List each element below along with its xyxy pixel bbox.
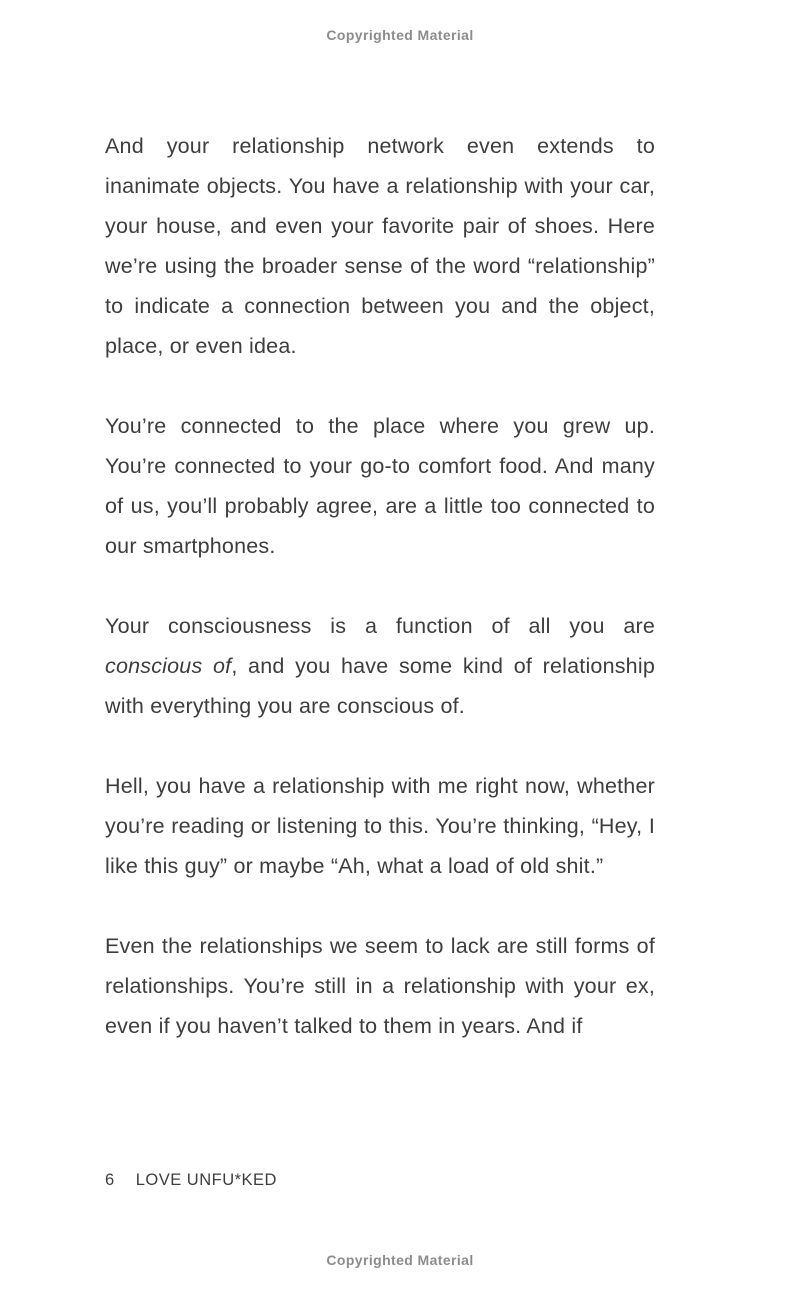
paragraph	[105, 606, 655, 726]
body-text	[105, 126, 655, 1086]
copyright-notice-top: Copyrighted Material	[326, 27, 474, 43]
paragraph	[105, 766, 655, 886]
text-run: And your relationship network even extends to inanimate objects. You have a relationship with your car, your house, and even your favorite pair of shoes. Here we’re using the broader sense of the word “relationship” to indicate a connection between you and the object, place, or even idea.	[105, 134, 655, 358]
text-run: You’re connected to the place where you grew up. You’re connected to your go-to comfort food. And many of us, you’ll probably agree, are a little too connected to our smartphones.	[105, 414, 655, 558]
text-run: Hell, you have a relationship with me right now, whether you’re reading or listening to this. You’re thinking, “Hey, I like this guy” or maybe “Ah, what a load of old shit.”	[105, 774, 655, 878]
book-title: LOVE UNFU*KED	[135, 1171, 277, 1189]
text-run: Even the relationships we seem to lack are still forms of relationships. You’re still in a relationship with your ex, even if you haven’t talked to them in years. And if	[105, 934, 655, 1038]
paragraph	[105, 126, 655, 366]
copyright-notice-bottom: Copyrighted Material	[326, 1252, 474, 1268]
text-run: Your consciousness is a function of all you are	[105, 614, 655, 638]
paragraph	[105, 926, 655, 1046]
page-number: 6	[105, 1171, 115, 1189]
paragraph	[105, 406, 655, 566]
italic-text-run: conscious of	[105, 654, 232, 678]
text-run: , and you have some kind of relationship with everything you are conscious of.	[105, 654, 655, 718]
page-footer	[105, 1171, 277, 1190]
